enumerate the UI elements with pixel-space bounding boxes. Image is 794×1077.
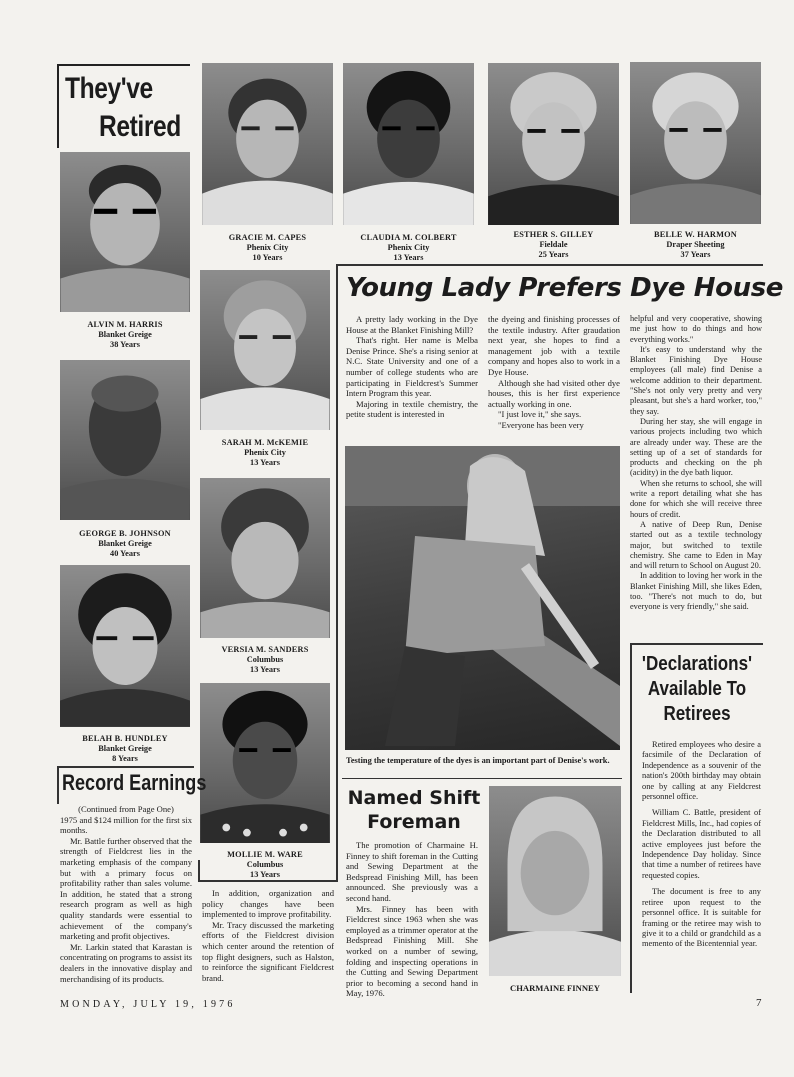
foreman-body <box>346 840 478 999</box>
retiree-location: Columbus <box>246 859 284 869</box>
retiree-name: ESTHER S. GILLEY <box>513 230 594 239</box>
portrait-ware <box>200 683 330 843</box>
retiree-name: GEORGE B. JOHNSON <box>79 529 171 538</box>
caption-johnson <box>60 529 190 559</box>
retiree-location: Phenix City <box>244 447 286 457</box>
portrait-finney <box>489 786 621 976</box>
paragraph: Mr. Battle further observed that the strength of Fieldcrest lies in the marketing emphasis of the company but with a primary focus on profitability rather than sales volume. In addition, he stated that a strong research program as well as high quality standards were essential to achievement of the company's marketing and profit objectives. <box>60 835 192 942</box>
foreman-border-top <box>342 778 622 779</box>
dye-house-headline: Young Lady Prefers Dye House <box>346 273 784 303</box>
paragraph: A pretty lady working in the Dye House at the Blanket Finishing Mill? <box>346 314 478 335</box>
portrait-harmon <box>630 62 761 224</box>
portrait-johnson-icon <box>60 360 190 520</box>
paragraph: That's right. Her name is Melba Denise Prince. She's a rising senior at N.C. State University and one of a number of college students who are participating in Fieldcrest's Summer Intern Program this year. <box>346 335 478 399</box>
retiree-location: Phenix City <box>387 242 430 252</box>
caption-ware <box>200 850 330 880</box>
caption-finney: CHARMAINE FINNEY <box>510 983 600 993</box>
portrait-gilley <box>488 63 619 225</box>
retiree-service: 38 Years <box>110 339 140 349</box>
retiree-location: Fieldale <box>539 239 568 249</box>
declarations-border-left <box>630 643 632 993</box>
portrait-harris <box>60 152 190 312</box>
portrait-gilley-icon <box>488 63 619 225</box>
retiree-service: 13 Years <box>250 869 280 879</box>
declarations-headline-line-1: 'Declarations' <box>641 653 753 675</box>
caption-mckemie <box>200 438 330 468</box>
retiree-name: ALVIN M. HARRIS <box>87 320 163 329</box>
article-border-left <box>336 264 338 880</box>
paragraph: Although she had visited other dye houses, this is her first experience actually working in one. <box>488 377 620 409</box>
foreman-headline-line-1: Named Shift <box>347 787 481 809</box>
article-border-corner <box>198 860 200 880</box>
paragraph: 1975 and $124 million for the first six months. <box>60 814 192 836</box>
paragraph: It's easy to understand why the Blanket Finishing Dye House employees (all male) find Denise a welcome addition to their department. "She's not only very pretty and very pleasant, but she's a hard worker, too," they say. <box>630 344 762 416</box>
article-border-top <box>336 264 763 266</box>
retiree-name: BELAH B. HUNDLEY <box>82 734 168 743</box>
retiree-name: BELLE W. HARMON <box>654 230 737 239</box>
caption-harris <box>60 320 190 350</box>
declarations-headline <box>642 652 753 727</box>
retiree-service: 40 Years <box>110 548 140 558</box>
retiree-name: VERSIA M. SANDERS <box>221 645 309 654</box>
caption-hundley <box>60 734 190 764</box>
caption-harmon <box>630 230 761 260</box>
continued-note: (Continued from Page One) <box>78 804 174 814</box>
earnings-border-left <box>57 766 59 804</box>
declarations-body <box>642 740 761 950</box>
retiree-location: Draper Sheeting <box>666 239 725 249</box>
paragraph: In addition, organization and policy changes have been implemented to improve profitability. <box>202 888 334 920</box>
portrait-hundley-icon <box>60 565 190 727</box>
caption-gilley <box>488 230 619 260</box>
caption-capes <box>202 233 333 263</box>
retiree-name: MOLLIE M. WARE <box>227 850 303 859</box>
paragraph: The document is free to any retiree upon request to the personnel office. It is suitable for framing or the retiree may wish to give it to a child or grandchild as a memento of the Bicentennial year. <box>642 887 761 949</box>
retiree-location: Blanket Greige <box>98 329 152 339</box>
dye-house-column-2 <box>488 314 620 431</box>
page-number: 7 <box>756 997 762 1009</box>
portrait-capes <box>202 63 333 225</box>
declarations-border-top <box>630 643 763 645</box>
declarations-headline-line-2: Available To <box>647 678 747 700</box>
retiree-service: 13 Years <box>250 457 280 467</box>
retiree-service: 8 Years <box>112 753 138 763</box>
retiree-service: 25 Years <box>538 249 569 259</box>
paragraph: When she returns to school, she will write a report detailing what she has done for which she will receive three hours of credit. <box>630 478 762 519</box>
paragraph: "Everyone has been very <box>498 419 584 430</box>
foreman-headline-line-2: Foreman <box>367 811 461 833</box>
portrait-hundley <box>60 565 190 727</box>
retiree-location: Columbus <box>246 654 284 664</box>
dye-house-column-1 <box>346 314 478 420</box>
portrait-colbert-icon <box>343 63 474 225</box>
dye-house-column-3 <box>630 314 762 613</box>
paragraph: the dyeing and finishing processes of the textile industry. After graudation next year, she hopes to find a management job with a textile company and hopes also to work in a Dye House. <box>488 314 620 377</box>
portrait-harmon-icon <box>630 62 761 224</box>
paragraph: In addition to loving her work in the Blanket Finishing Mill, she likes Eden, too. "There's not much to do, but everyone is very friendly," she said. <box>630 571 762 612</box>
retiree-name: SARAH M. McKEMIE <box>221 438 309 447</box>
paragraph: "I just love it," she says. <box>498 409 582 420</box>
portrait-harris-icon <box>60 152 190 312</box>
declarations-headline-line-3: Retirees <box>663 703 731 725</box>
section-masthead <box>57 64 190 148</box>
dye-house-photo <box>345 446 620 750</box>
paragraph: During her stay, she will engage in various projects including two which are already under way. These are the setting up of a set of standards for products and checking on the ph (acidity) in the dye bath liquor. <box>630 416 762 478</box>
caption-colbert <box>343 233 474 263</box>
portrait-sanders-icon <box>200 478 330 638</box>
portrait-sanders <box>200 478 330 638</box>
portrait-finney-icon <box>489 786 621 976</box>
earnings-border-top <box>57 766 194 768</box>
paragraph: The promotion of Charmaine H. Finney to shift foreman in the Cutting and Sewing Department at the Bedspread Finishing Mill, has been announced. She previously was a second hand. <box>346 840 478 903</box>
masthead-line-2: Retired <box>99 110 181 143</box>
retiree-service: 13 Years <box>393 252 424 262</box>
retiree-name: GRACIE M. CAPES <box>228 233 307 242</box>
portrait-johnson <box>60 360 190 520</box>
paragraph: A native of Deep Run, Denise started out as a textile technology major, but switched to textile chemistry. She came to Eden in May and will return to School on August 20. <box>630 519 762 571</box>
paragraph: Mr. Tracy discussed the marketing efforts of the Fieldcrest division which center around the retention of top flight designers, such as Halston, to reinforce the significant Fieldcrest brand. <box>202 919 334 983</box>
paragraph: William C. Battle, president of Fieldcrest Mills, Inc., had copies of the Declaration distributed to all active employees just before the Independence Day holiday. Since that time a number of retirees have requested copies. <box>642 808 761 880</box>
portrait-ware-icon <box>200 683 330 843</box>
portrait-colbert <box>343 63 474 225</box>
portrait-mckemie-icon <box>200 270 330 430</box>
paragraph: Majoring in textile chemistry, the petite student is interested in <box>346 398 478 420</box>
caption-sanders <box>200 645 330 675</box>
dye-house-photo-icon <box>345 446 620 750</box>
masthead-line-1: They've <box>65 72 153 105</box>
retiree-location: Phenix City <box>246 242 289 252</box>
retiree-location: Blanket Greige <box>98 538 152 548</box>
retiree-location: Blanket Greige <box>98 743 152 753</box>
earnings-headline: Record Earnings <box>62 770 207 795</box>
earnings-column-2 <box>202 888 334 983</box>
paragraph: Retired employees who desire a facsimile of the Declaration of Independence as a souvenir of the nation's 200th birthday may obtain one by calling at any Fieldcrest personnel office. <box>642 740 761 802</box>
portrait-mckemie <box>200 270 330 430</box>
retiree-name: CLAUDIA M. COLBERT <box>360 233 457 242</box>
retiree-service: 13 Years <box>250 664 280 674</box>
footer-dateline: MONDAY, JULY 19, 1976 <box>60 999 236 1010</box>
paragraph: helpful and very cooperative, showing me just how to do things and how everything works." <box>630 314 762 344</box>
retiree-service: 37 Years <box>680 249 711 259</box>
foreman-headline <box>344 786 484 834</box>
article-border-bottom <box>198 880 338 882</box>
retiree-service: 10 Years <box>252 252 283 262</box>
paragraph: Mrs. Finney has been with Fieldcrest since 1963 when she was employed as a trimmer operator at the Bedspread Finishing Mill. She worked on a number of sewing, folding and inspecting operations in the Cutting and Sewing Department prior to becoming a second hand in May, 1976. <box>346 903 478 999</box>
dye-house-photo-caption: Testing the temperature of the dyes is an important part of Denise's work. <box>346 756 610 765</box>
portrait-capes-icon <box>202 63 333 225</box>
earnings-column-1 <box>60 804 192 984</box>
paragraph: Mr. Larkin stated that Karastan is concentrating on programs to assist its dealers in the innovative display and merchandising of its products. <box>60 941 192 984</box>
